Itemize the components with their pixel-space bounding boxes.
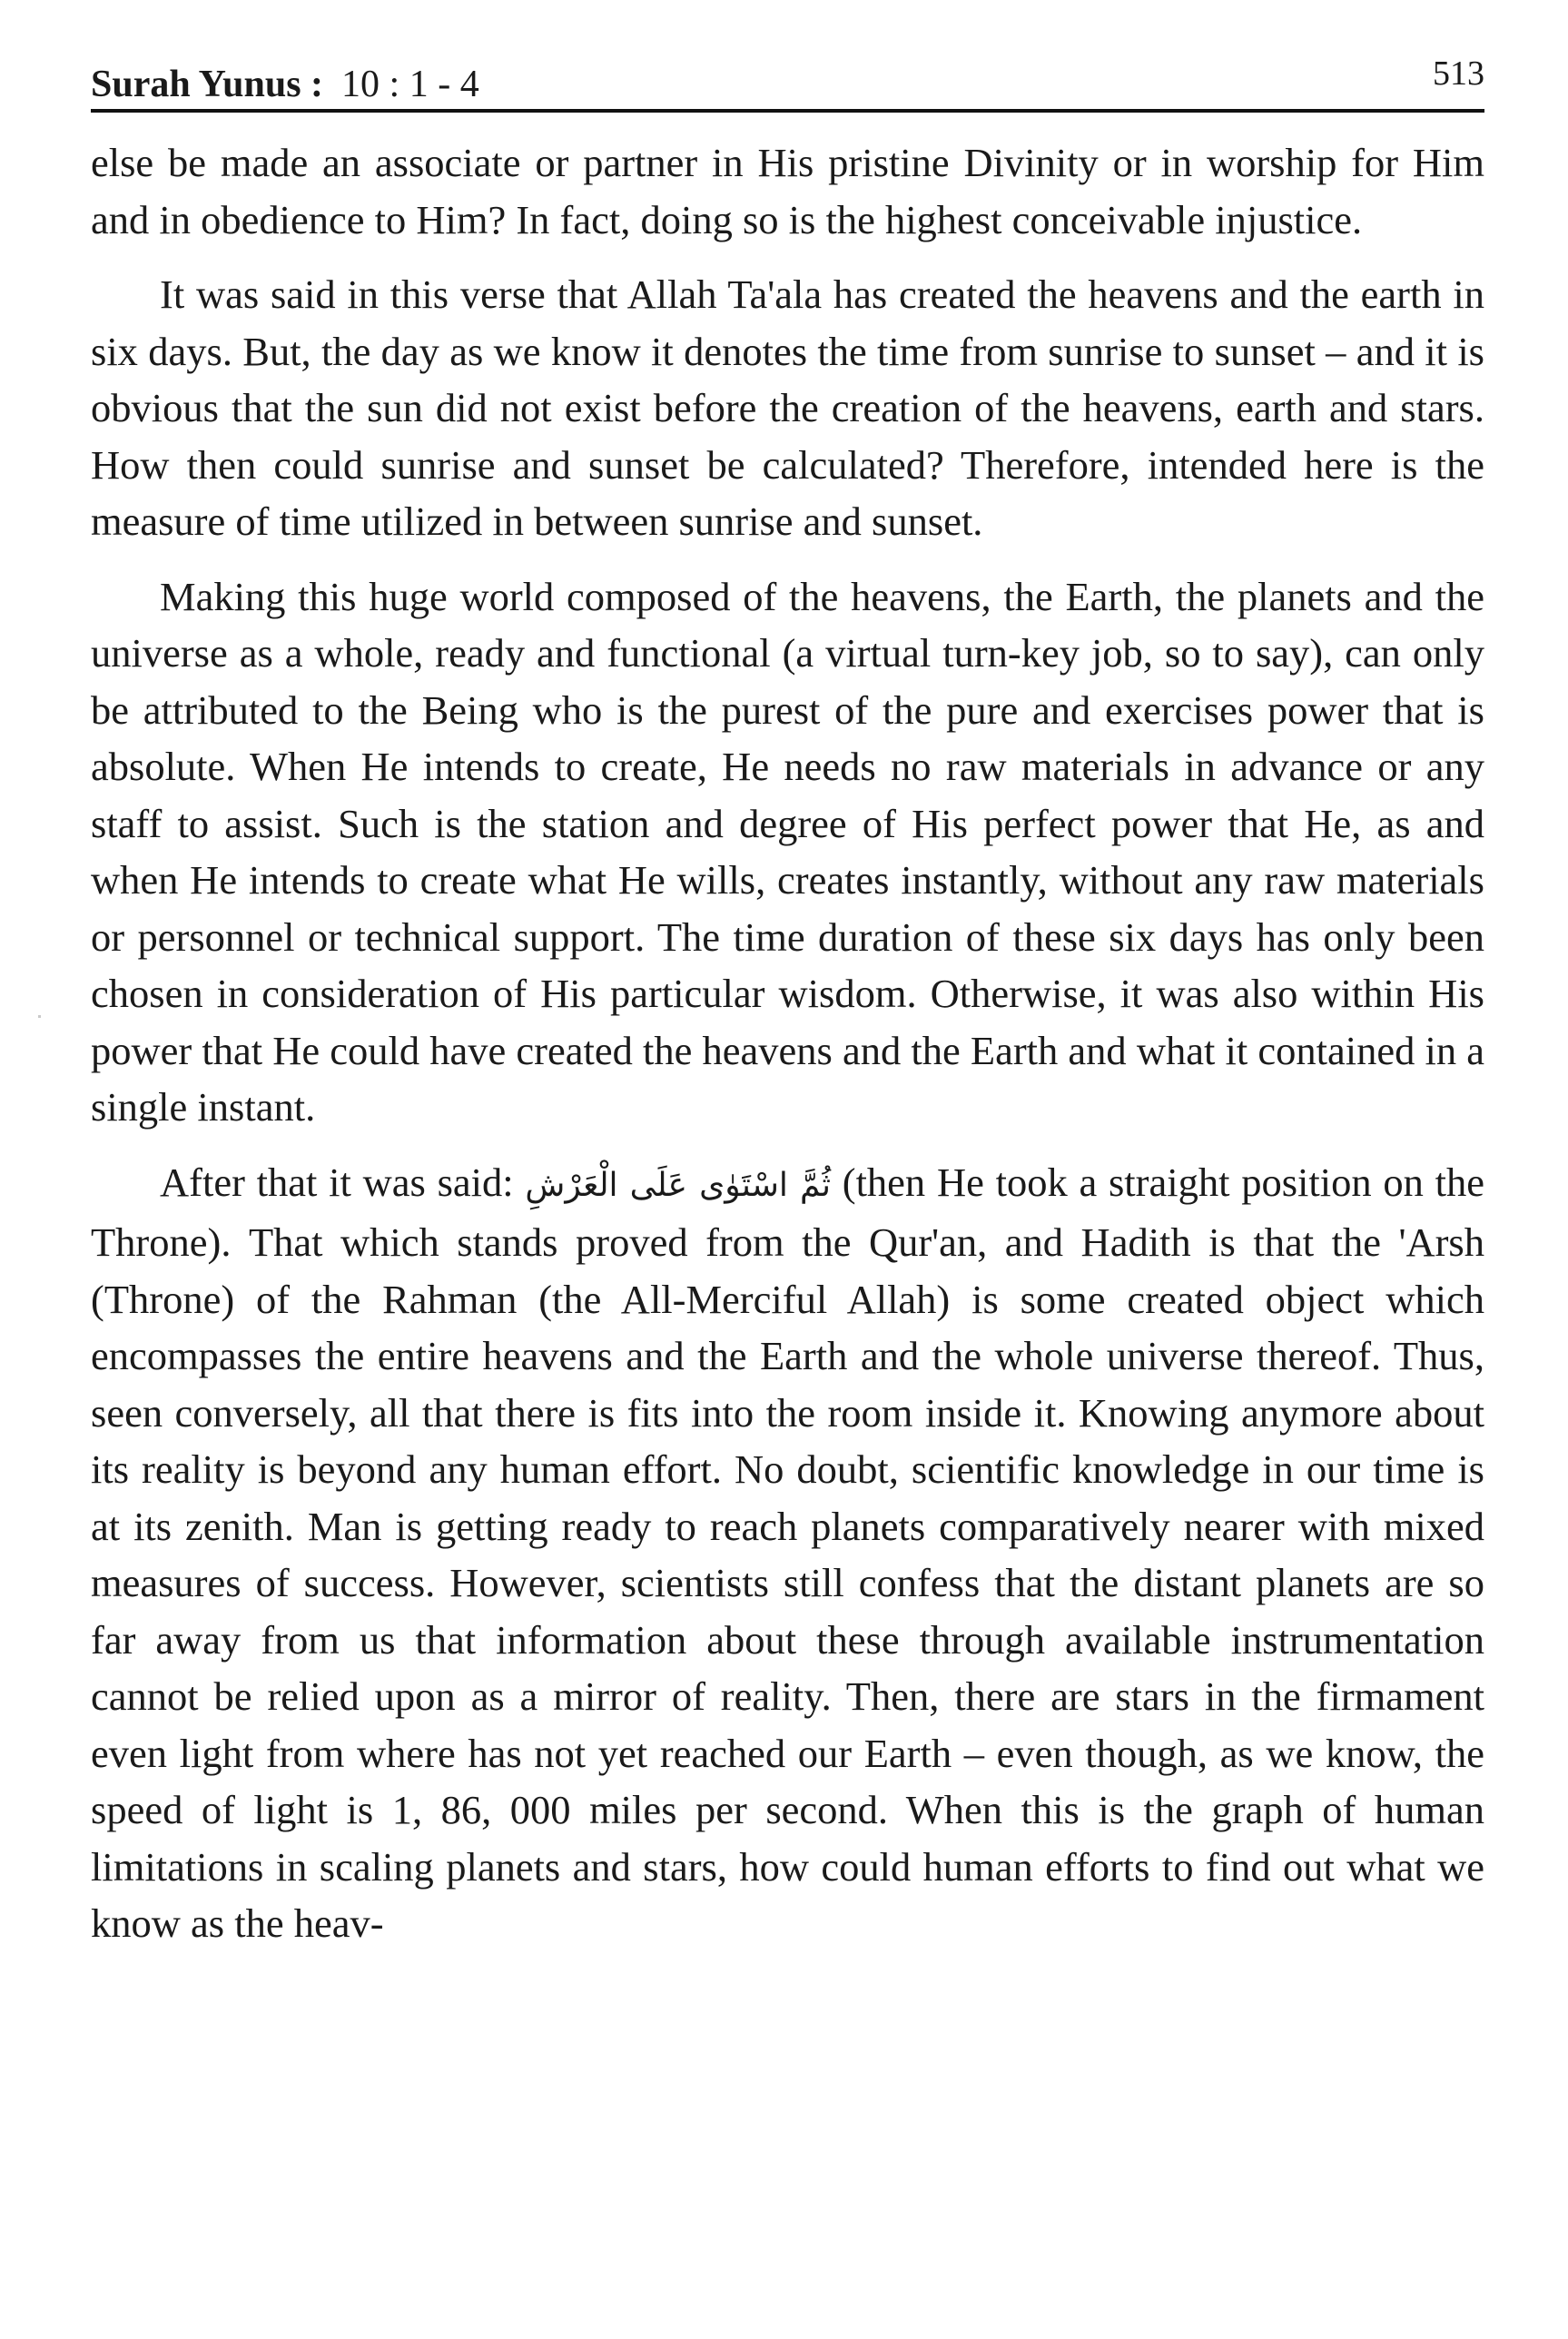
margin-speck: [38, 1015, 41, 1018]
running-head: [91, 63, 479, 106]
header-rule: [91, 109, 1484, 113]
arabic-verse-quote: ثُمَّ اسْتَوٰى عَلَى الْعَرْشِ: [525, 1166, 831, 1204]
paragraph-1: else be made an associate or partner in His pristine Divinity or in worship for Him and in obedience to Him? In fact, doing so is the highest conceivable injustice.: [91, 140, 1484, 242]
paragraph-4: [91, 1154, 1484, 1952]
paragraph-4-lead: After that it was said:: [160, 1159, 514, 1205]
paragraph-2: It was said in this verse that Allah Ta'ala has created the heavens and the earth in six days. But, the day as we know it denotes the time from sunrise to sunset – and it is obvious that the sun did not exist before the creation of the heavens, earth and stars. How then could sunrise and sunset be calculated? Therefore, intended here is the measure of time utilized in between sunrise and sunset.: [91, 271, 1484, 544]
body-text: [91, 134, 1484, 1970]
page-number: 513: [1433, 54, 1484, 93]
paragraph-4-text: (then He took a straight position on the Throne). That which stands proved from the Qur'an, and Hadith is that the 'Arsh (Throne) of the Rahman (the All-Merciful Allah) is some created object which encompasses the entire heavens and the Earth and the whole universe thereof. Thus, seen conversely, all that there is fits into the room inside it. Knowing anymore about its reality is beyond any human effort. No doubt, scientific knowledge in our time is at its zenith. Man is getting ready to reach planets comparatively nearer with mixed measures of success. However, scientists still confess that the distant planets are so far away from us that information about these through available instrumentation cannot be relied upon as a mirror of reality. Then, there are stars in the firmament even light from where has not yet reached our Earth – even though, as we know, the speed of light is 1, 86, 000 miles per second. When this is the graph of human limitations in scaling planets and stars, how could human efforts to find out what we know as the heav-: [91, 1159, 1485, 1946]
paragraph-3: Making this huge world composed of the heavens, the Earth, the planets and the universe as a whole, ready and functional (a virtual turn-key job, so to say), can only be attributed to the Being who is the purest of the pure and exercises power that is absolute. When He intends to create, He needs no raw materials in advance or any staff to assist. Such is the station and degree of His perfect power that He, as and when He intends to create what He wills, creates instantly, without any raw materials or personnel or technical support. The time duration of these six days has only been chosen in consideration of His particular wisdom. Otherwise, it was also within His power that He could have created the heavens and the Earth and what it contained in a single instant.: [91, 573, 1484, 1130]
page-header: [91, 50, 1484, 113]
surah-title: Surah Yunus :: [91, 64, 324, 105]
verse-reference: 10 : 1 - 4: [341, 64, 479, 105]
